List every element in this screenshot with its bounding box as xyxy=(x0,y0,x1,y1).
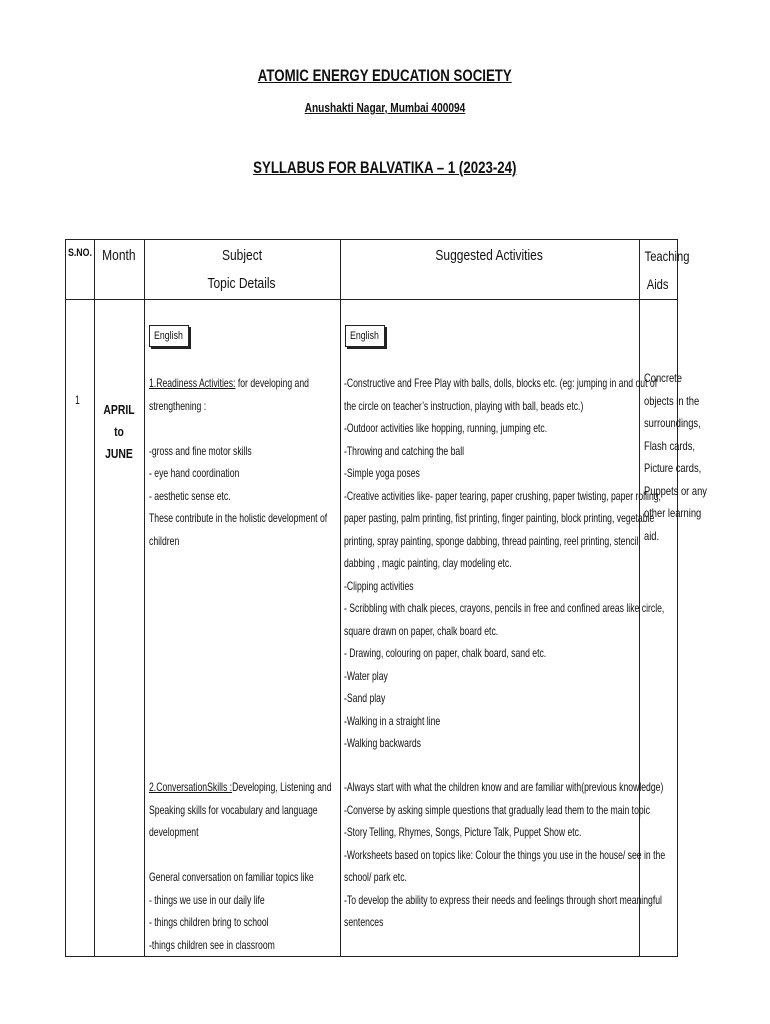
topic-line: - things children bring to school xyxy=(149,915,269,929)
topic-conversation: 2.ConversationSkills :Developing, Listening and Speaking skills for vocabulary and language development General conversation on familiar topics like - things we use in our daily life - things children bring to school -things children see in classroom xyxy=(149,776,403,956)
aid-line: Puppets or any xyxy=(644,483,707,498)
activities-tag-english: English xyxy=(345,325,385,347)
topic-readiness: 1.Readiness Activities: for developing and strengthening : -gross and fine motor skills - eye hand coordination - aesthetic sense etc. These contribute in the holistic development of children xyxy=(149,372,396,552)
org-address: Anushakti Nagar, Mumbai 400094 xyxy=(304,100,466,115)
topic-line xyxy=(149,844,332,867)
activity-line: -Always start with what the children know and are familiar with(previous knowledge) xyxy=(344,780,664,794)
activity-line: -To develop the ability to express their needs and feelings through short meaningful xyxy=(344,892,662,907)
col-header-aids: Teaching Aids xyxy=(644,248,690,292)
col-header-month: Month xyxy=(102,247,136,264)
aid-line: Flash cards, xyxy=(644,438,695,453)
table-left-border xyxy=(65,239,66,957)
activity-line: -Clipping activities xyxy=(344,578,414,593)
aid-line: other learning xyxy=(644,506,702,520)
activity-line: sentences xyxy=(344,915,384,929)
month-line: to xyxy=(114,424,124,439)
aid-line: aid. xyxy=(644,528,660,543)
activity-line: -Sand play xyxy=(344,691,386,705)
col-header-subject: Subject Topic Details xyxy=(207,247,277,292)
activity-line: -Converse by asking simple questions that gradually lead them to the main topic xyxy=(344,802,650,817)
activity-line: -Throwing and catching the ball xyxy=(344,443,465,458)
month-line: JUNE xyxy=(105,446,133,461)
activities-conversation xyxy=(344,776,770,934)
topic-line: - eye hand coordination xyxy=(149,466,240,480)
topic-line: strengthening : xyxy=(149,398,207,413)
col-header-activities: Suggested Activities xyxy=(435,247,544,264)
activity-line: - Drawing, colouring on paper, chalk board, sand etc. xyxy=(344,646,547,660)
activity-line: -Water play xyxy=(344,668,388,683)
activity-line: -Simple yoga poses xyxy=(344,466,420,480)
activity-line: -Story Telling, Rhymes, Songs, Picture Talk, Puppet Show etc. xyxy=(344,825,582,839)
activity-line: -Walking backwards xyxy=(344,736,421,750)
col-divider-sno xyxy=(94,239,95,957)
topic-line: development xyxy=(149,825,199,839)
header-row-border xyxy=(65,299,678,300)
topic-line: Speaking skills for vocabulary and language xyxy=(149,802,318,817)
row-sno: 1 xyxy=(75,393,80,407)
table-top-border xyxy=(65,239,678,240)
activity-line: -Constructive and Free Play with balls, dolls, blocks etc. (eg: jumping in and out of xyxy=(344,376,658,390)
activity-line: square drawn on paper, chalk board etc. xyxy=(344,623,499,638)
activity-line: paper pasting, palm printing, fist printing, finger painting, block printing, vegetable xyxy=(344,511,655,525)
aid-line: surroundings, xyxy=(644,416,701,430)
activity-line: -Walking in a straight line xyxy=(344,713,441,728)
topic-title: 1.Readiness Activities: xyxy=(149,376,236,390)
table-bottom-border xyxy=(65,956,678,957)
col-divider-month xyxy=(144,239,145,957)
month-line: APRIL xyxy=(103,402,135,417)
topic-line xyxy=(149,417,327,440)
activity-line: printing, spray painting, sponge dabbing, thread painting, reel printing, stencil xyxy=(344,533,639,548)
aid-line: Concrete xyxy=(644,371,682,385)
org-title: ATOMIC ENERGY EDUCATION SOCIETY xyxy=(258,66,512,85)
activity-line: -Outdoor activities like hopping, running, jumping etc. xyxy=(344,421,548,435)
topic-line: These contribute in the holistic development of xyxy=(149,511,328,525)
row-month xyxy=(94,399,144,465)
activity-line: - Scribbling with chalk pieces, crayons, pencils in free and confined areas like circle, xyxy=(344,601,665,615)
activity-line: -Worksheets based on topics like: Colour the things you use in the house/ see in the xyxy=(344,847,666,862)
aid-line: Picture cards, xyxy=(644,461,702,475)
activity-line: school/ park etc. xyxy=(344,870,407,884)
topic-line: - things we use in our daily life xyxy=(149,892,265,907)
topic-title: 2.ConversationSkills : xyxy=(149,780,233,794)
activity-line: -Creative activities like- paper tearing, paper crushing, paper twisting, paper rolling, xyxy=(344,488,661,503)
col-header-sno: S.NO. xyxy=(67,247,92,259)
aid-line: objects in the xyxy=(644,393,700,408)
topic-line: -gross and fine motor skills xyxy=(149,443,252,458)
subject-tag-english: English xyxy=(149,325,189,347)
topic-line: children xyxy=(149,533,180,548)
topic-line: - aesthetic sense etc. xyxy=(149,488,231,503)
topic-line: General conversation on familiar topics like xyxy=(149,870,314,884)
syllabus-title: SYLLABUS FOR BALVATIKA – 1 (2023-24) xyxy=(253,158,517,177)
activity-line: the circle on teacher’s instruction, playing with ball, beads etc.) xyxy=(344,398,584,413)
teaching-aids xyxy=(644,367,725,547)
topic-line: -things children see in classroom xyxy=(149,937,275,952)
activity-line: dabbing , magic painting, clay modeling etc. xyxy=(344,556,512,570)
